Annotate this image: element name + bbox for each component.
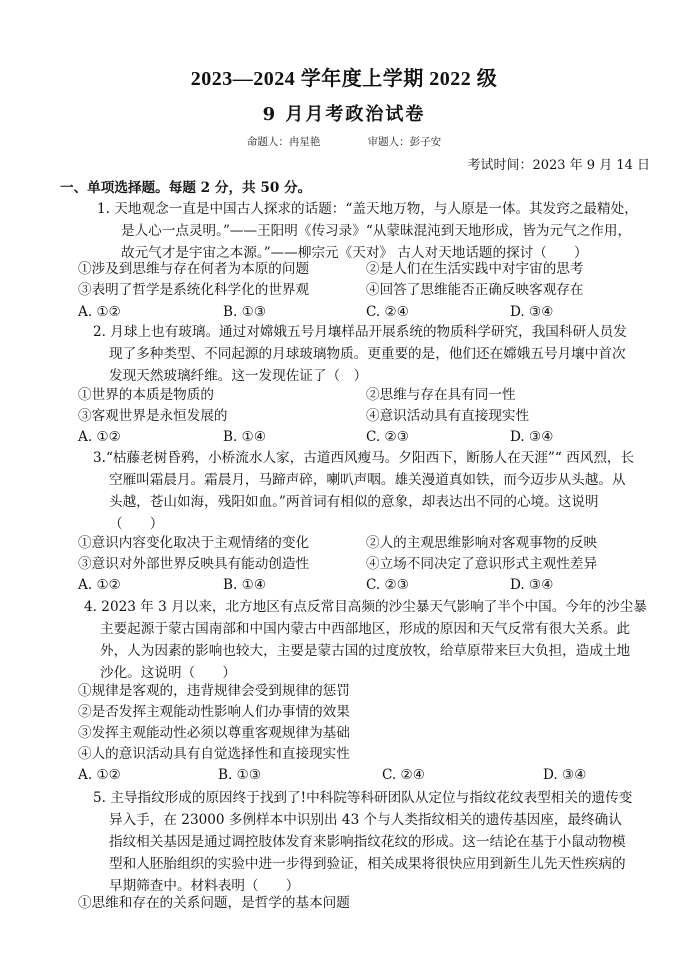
question-stem-line: 沙化。这说明（ ） [100, 665, 236, 681]
question-stem-line: 2. 月球上也有玻璃。通过对嫦娥五号月壤样品开展系统的物质科学研究，我国科研人员发 [93, 324, 627, 340]
answer-c: C. ②③ [366, 429, 409, 445]
question-3-stem [93, 447, 655, 535]
question-4-stem [84, 596, 656, 684]
answer-b: B. ①④ [223, 577, 267, 593]
question-stem-line: （ ） [109, 516, 164, 532]
question-1-stem [97, 198, 657, 264]
question-stem-line: 早期筛查中。材料表明（ ） [109, 878, 300, 894]
option-2: ②思维与存在具有同一性 [366, 387, 516, 403]
option-3: ③意识对外部世界反映具有能动创造性 [78, 556, 310, 572]
exam-title: 2023—2024 学年度上学期 2022 级 [190, 68, 498, 90]
question-stem-line: 1. 天地观念一直是中国古人探求的话题：“盖天地万物，与人原是一体。其发窍之最精处， [97, 201, 638, 217]
reviewer-name: 审题人：彭子安 [367, 136, 442, 148]
option-2: ②是人们在生活实践中对宇宙的思考 [366, 261, 584, 277]
option-4: ④回答了思维能否正确反映客观存在 [366, 282, 584, 298]
answer-d: D. ③④ [510, 577, 554, 593]
answer-b: B. ①③ [223, 304, 267, 320]
authors-line [0, 134, 688, 149]
answer-d: D. ③④ [510, 429, 554, 445]
question-stem-line: 外，人为因素的影响也较大，主要是蒙古国的过度放牧，给草原带来巨大负担，造成土地 [100, 643, 631, 659]
option-3: ③发挥主观能动性必须以尊重客观规律为基础 [78, 725, 350, 741]
question-5-stem [93, 787, 655, 897]
option-1: ①涉及到思维与存在何者为本原的问题 [78, 261, 310, 277]
option-1: ①规律是客观的，违背规律会受到规律的惩罚 [78, 683, 350, 699]
answer-b: B. ①③ [218, 767, 262, 783]
option-4: ④人的意识活动具有自觉选择性和直接现实性 [78, 746, 350, 762]
question-stem-line: 故元气才是宇宙之本源。”——柳宗元《天对》 古人对天地话题的探讨（ ） [121, 245, 588, 261]
question-stem-line: 型和人胚胎组织的实验中进一步得到验证，相关成果将很快应用到新生儿先天性疾病的 [109, 856, 626, 872]
answer-a: A. ①② [78, 767, 121, 783]
question-stem-line: 4. 2023 年 3 月以来，北方地区有点反常目高频的沙尘暴天气影响了半个中国。今年的沙尘暴 [84, 599, 647, 615]
question-stem-line: 主要起源于蒙古国南部和中国内蒙古中西部地区，形成的原因和天气反常有很大关系。此 [100, 621, 631, 637]
option-4: ④意识活动具有直接现实性 [366, 408, 530, 424]
option-1: ①意识内容变化取决于主观情绪的变化 [78, 535, 310, 551]
answer-a: A. ①② [78, 429, 121, 445]
exam-time: 考试时间：2023 年 9 月 14 日 [467, 158, 650, 173]
answer-a: A. ①② [78, 304, 121, 320]
question-stem-line: 3.“枯藤老树昏鸦，小桥流水人家，古道西风瘦马。夕阳西下，断肠人在天涯”“ 西风烈，长 [93, 450, 635, 466]
option-3: ③表明了哲学是系统化科学化的世界观 [78, 282, 310, 298]
question-stem-line: 异入手，在 23000 多例样本中识别出 43 个与人类指纹相关的遗传基因座，最终确认 [109, 812, 622, 828]
question-stem-line: 发现天然玻璃纤维。这一发现佐证了（ ） [109, 368, 368, 384]
question-stem-line: 现了多种类型、不同起源的月球玻璃物质。更重要的是，他们还在嫦娥五号月壤中首次 [109, 346, 626, 362]
option-2: ②人的主观思维影响对客观事物的反映 [366, 535, 598, 551]
question-stem-line: 是人心一点灵明。”——王阳明《传习录》“从蒙昧混沌到天地形成，皆为元气之作用， [121, 223, 632, 239]
exam-subtitle: 9 月月考政治试卷 [262, 104, 426, 125]
question-stem-line: 5. 主导指纹形成的原因终于找到了!中科院等科研团队从定位与指纹花纹表型相关的遗传变 [93, 790, 633, 806]
question-stem-line: 头越，苍山如海，残阳如血。”两首词有相似的意象，却表达出不同的心境。这说明 [109, 494, 599, 510]
answer-d: D. ③④ [543, 767, 587, 783]
answer-b: B. ①④ [223, 429, 267, 445]
answer-a: A. ①② [78, 577, 121, 593]
option-1: ①思维和存在的关系问题，是哲学的基本问题 [78, 895, 350, 911]
option-1: ①世界的本质是物质的 [78, 387, 214, 403]
setter-name: 命题人：冉星艳 [246, 136, 321, 148]
answer-c: C. ②③ [366, 577, 409, 593]
option-2: ②是否发挥主观能动性影响人们办事情的效果 [78, 704, 350, 720]
question-stem-line: 空雁叫霜晨月。霜晨月，马蹄声碎，喇叭声咽。雄关漫道真如铁，而今迈步从头越。从 [109, 472, 626, 488]
option-3: ③客观世界是永恒发展的 [78, 408, 228, 424]
answer-c: C. ②④ [366, 304, 409, 320]
section-heading: 一、单项选择题。每题 2 分，共 50 分。 [60, 180, 312, 196]
answer-d: D. ③④ [510, 304, 554, 320]
question-2-stem [93, 321, 655, 387]
answer-c: C. ②④ [382, 767, 425, 783]
question-stem-line: 指纹相关基因是通过调控肢体发育来影响指纹花纹的形成。这一结论在基于小鼠动物模 [109, 834, 626, 850]
option-4: ④立场不同决定了意识形式主观性差异 [366, 556, 598, 572]
